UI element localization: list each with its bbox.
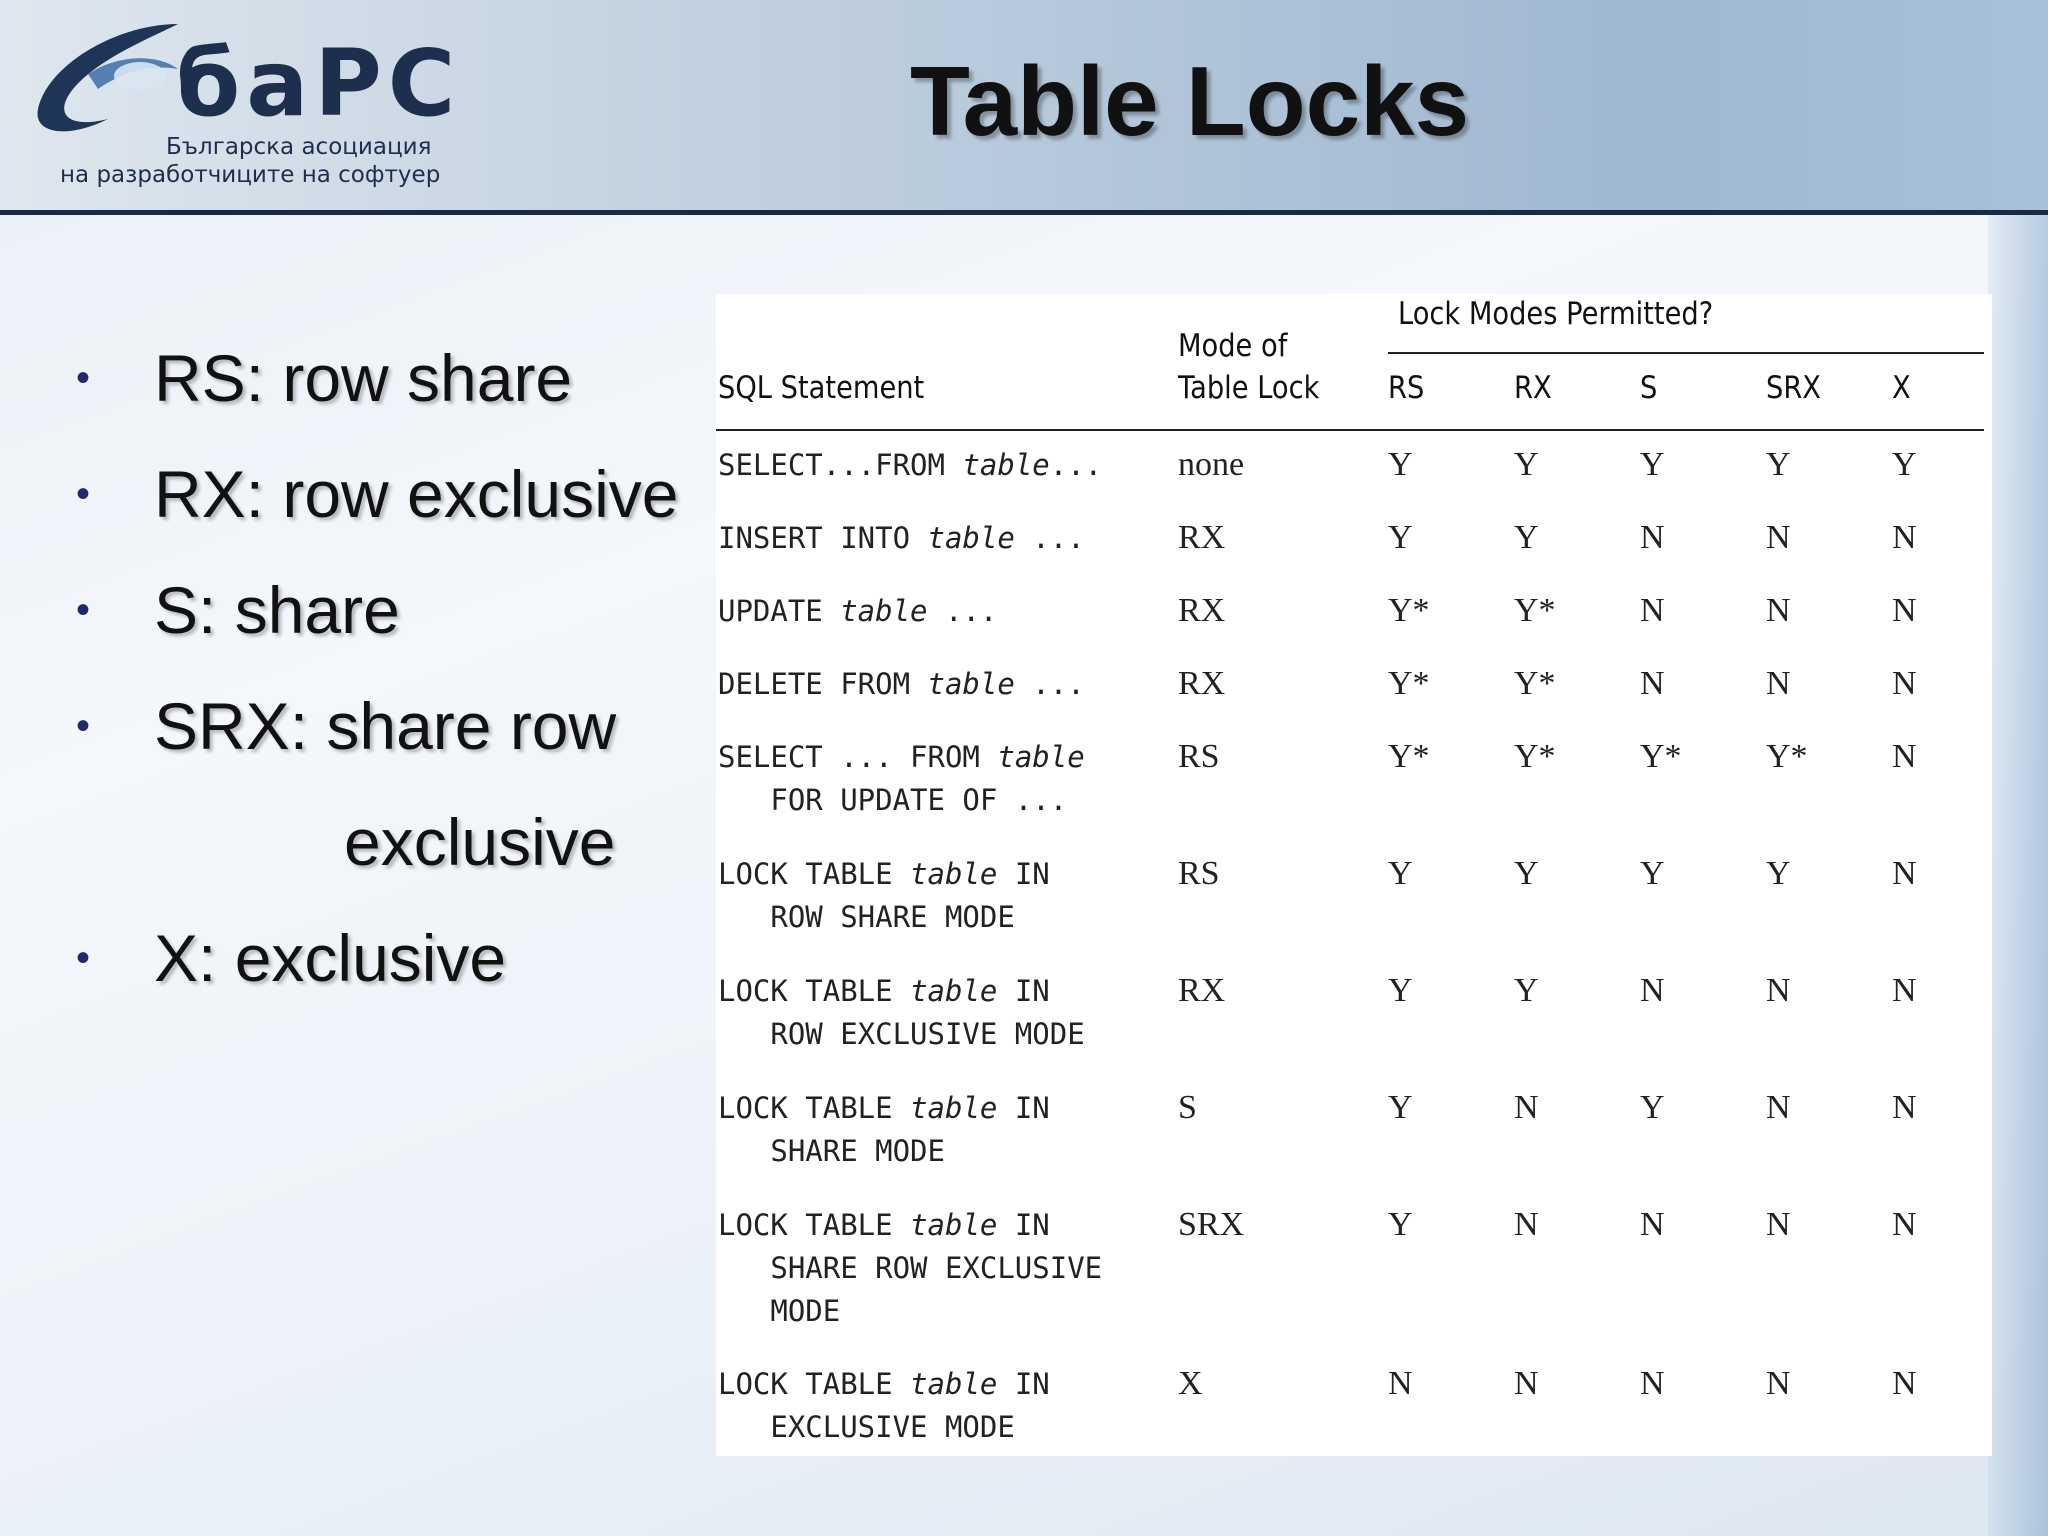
sql-statement-cell [718, 970, 1085, 1056]
table-lock-mode-cell: RX [1178, 592, 1226, 629]
sql-text: FOR UPDATE OF ... [718, 783, 1068, 817]
permitted-cell-x: N [1892, 592, 1917, 629]
permitted-cell-rs: Y [1388, 1206, 1413, 1243]
mode-header-line2: Table Lock [1178, 370, 1320, 406]
sql-text: DELETE FROM [718, 667, 928, 701]
bullet-item [70, 320, 710, 436]
permitted-cell-x: N [1892, 738, 1917, 775]
background-right-strip [1988, 0, 2048, 1536]
permitted-cell-rx: N [1514, 1365, 1539, 1402]
sql-statement-cell [718, 736, 1085, 822]
bullet-text: S: share [154, 573, 400, 647]
permitted-cell-rx: Y [1514, 446, 1539, 483]
sql-statement-cell [718, 517, 1085, 560]
permitted-cell-s: N [1640, 519, 1665, 556]
sql-line [718, 896, 1050, 939]
slide-header [0, 0, 2048, 215]
permitted-cell-s: N [1640, 1206, 1665, 1243]
sql-text: INSERT INTO [718, 521, 928, 555]
table-lock-mode-cell: SRX [1178, 1206, 1245, 1243]
bullet-dot-icon: • [76, 936, 91, 980]
permitted-cell-rx: Y* [1514, 738, 1556, 775]
sql-line [718, 1204, 1102, 1247]
sql-line [718, 1247, 1102, 1290]
bullet-text: SRX: share row [154, 689, 617, 763]
sql-table-placeholder: table [910, 1091, 998, 1125]
sql-statement-cell [718, 853, 1050, 939]
group-header-rule [1388, 352, 1984, 354]
permitted-cell-srx: N [1766, 1089, 1791, 1126]
sql-text: IN [997, 974, 1050, 1008]
bullet-text-continuation: exclusive [344, 805, 616, 879]
perm-header-srx: SRX [1766, 370, 1821, 406]
sql-text: IN [997, 1367, 1050, 1401]
sql-text: ... [927, 594, 998, 628]
sql-statement-cell [718, 1363, 1050, 1449]
permitted-cell-x: Y [1892, 446, 1917, 483]
logo-tagline-1: Българска асоциация [166, 134, 432, 160]
permitted-cell-rx: Y* [1514, 592, 1556, 629]
permitted-cell-srx: Y [1766, 446, 1791, 483]
sql-text: ROW EXCLUSIVE MODE [718, 1017, 1085, 1051]
sql-table-placeholder: table [910, 974, 998, 1008]
bullet-text: RX: row exclusive [154, 457, 679, 531]
sql-text: LOCK TABLE [718, 1091, 911, 1125]
sql-statement-cell [718, 1087, 1050, 1173]
permitted-cell-rs: Y [1388, 972, 1413, 1009]
sql-text: ROW SHARE MODE [718, 900, 1015, 934]
sql-text: SHARE ROW EXCLUSIVE [718, 1251, 1103, 1285]
permitted-cell-srx: Y [1766, 855, 1791, 892]
sql-text: ... [1014, 521, 1085, 555]
sql-line [718, 444, 1102, 487]
sql-statement-header: SQL Statement [718, 370, 925, 406]
group-header: Lock Modes Permitted? [1398, 296, 1714, 332]
sql-text: SELECT ... FROM [718, 740, 998, 774]
sql-table-placeholder: table [927, 667, 1015, 701]
bullet-list [70, 320, 710, 1016]
logo-tagline-2: на разработчиците на софтуер [60, 162, 441, 188]
sql-line [718, 1290, 1102, 1333]
sql-text: LOCK TABLE [718, 1208, 911, 1242]
perm-header-rx: RX [1514, 370, 1552, 406]
sql-line [718, 1406, 1050, 1449]
sql-text: LOCK TABLE [718, 974, 911, 1008]
permitted-cell-s: N [1640, 592, 1665, 629]
bullet-item [70, 668, 710, 900]
permitted-cell-s: N [1640, 665, 1665, 702]
permitted-cell-x: N [1892, 855, 1917, 892]
permitted-cell-rs: Y [1388, 855, 1413, 892]
permitted-cell-x: N [1892, 1206, 1917, 1243]
table-lock-mode-cell: RX [1178, 519, 1226, 556]
sql-line [718, 853, 1050, 896]
perm-header-x: X [1892, 370, 1911, 406]
sql-line [718, 970, 1085, 1013]
permitted-cell-rx: Y [1514, 519, 1539, 556]
sql-table-placeholder: table [962, 448, 1050, 482]
sql-text: MODE [718, 1294, 841, 1328]
permitted-cell-rx: N [1514, 1089, 1539, 1126]
sql-text: SELECT...FROM [718, 448, 963, 482]
sql-table-placeholder: table [910, 1367, 998, 1401]
sql-text: LOCK TABLE [718, 857, 911, 891]
permitted-cell-rx: Y [1514, 855, 1539, 892]
mode-header-line1: Mode of [1178, 328, 1288, 364]
permitted-cell-srx: N [1766, 519, 1791, 556]
permitted-cell-rx: N [1514, 1206, 1539, 1243]
bullet-item [70, 900, 710, 1016]
sql-line [718, 779, 1085, 822]
permitted-cell-srx: N [1766, 1206, 1791, 1243]
sql-table-placeholder: table [910, 1208, 998, 1242]
permitted-cell-s: N [1640, 1365, 1665, 1402]
sql-line [718, 1130, 1050, 1173]
permitted-cell-rs: Y* [1388, 665, 1430, 702]
table-lock-mode-cell: RX [1178, 972, 1226, 1009]
bullet-text: X: exclusive [154, 921, 507, 995]
bullet-item [70, 552, 710, 668]
bullet-dot-icon: • [76, 356, 91, 400]
sql-line [718, 1013, 1085, 1056]
permitted-cell-srx: N [1766, 665, 1791, 702]
lock-modes-table [716, 294, 1992, 1456]
sql-statement-cell [718, 1204, 1102, 1333]
permitted-cell-srx: N [1766, 972, 1791, 1009]
sql-line [718, 1087, 1050, 1130]
sql-statement-cell [718, 444, 1102, 487]
sql-text: EXCLUSIVE MODE [718, 1410, 1015, 1444]
permitted-cell-srx: N [1766, 592, 1791, 629]
sql-text: ... [1014, 667, 1085, 701]
sql-line [718, 590, 997, 633]
bullet-dot-icon: • [76, 472, 91, 516]
perm-header-rs: RS [1388, 370, 1425, 406]
sql-line [718, 663, 1085, 706]
sql-text: UPDATE [718, 594, 841, 628]
sql-text: IN [997, 857, 1050, 891]
table-lock-mode-cell: none [1178, 446, 1245, 483]
table-lock-mode-cell: RS [1178, 738, 1220, 775]
permitted-cell-srx: N [1766, 1365, 1791, 1402]
permitted-cell-s: Y* [1640, 738, 1682, 775]
permitted-cell-rs: Y [1388, 519, 1413, 556]
bullet-text: RS: row share [154, 341, 573, 415]
table-lock-mode-cell: S [1178, 1089, 1197, 1126]
sql-table-placeholder: table [927, 521, 1015, 555]
sql-statement-cell [718, 590, 997, 633]
bullet-dot-icon: • [76, 588, 91, 632]
permitted-cell-rx: Y* [1514, 665, 1556, 702]
bullet-dot-icon: • [76, 704, 91, 748]
permitted-cell-rx: Y [1514, 972, 1539, 1009]
slide-title: Table Locks [910, 46, 1470, 156]
permitted-cell-x: N [1892, 1365, 1917, 1402]
sql-text: ... [1049, 448, 1103, 482]
table-lock-mode-cell: RS [1178, 855, 1220, 892]
permitted-cell-rs: N [1388, 1365, 1413, 1402]
sql-line [718, 1363, 1050, 1406]
table-lock-mode-cell: X [1178, 1365, 1203, 1402]
permitted-cell-s: N [1640, 972, 1665, 1009]
permitted-cell-s: Y [1640, 1089, 1665, 1126]
permitted-cell-x: N [1892, 665, 1917, 702]
sql-table-placeholder: table [840, 594, 928, 628]
sql-text: LOCK TABLE [718, 1367, 911, 1401]
permitted-cell-srx: Y* [1766, 738, 1808, 775]
permitted-cell-x: N [1892, 972, 1917, 1009]
permitted-cell-rs: Y [1388, 1089, 1413, 1126]
permitted-cell-x: N [1892, 519, 1917, 556]
sql-text: SHARE MODE [718, 1134, 945, 1168]
sql-statement-cell [718, 663, 1085, 706]
permitted-cell-rs: Y [1388, 446, 1413, 483]
permitted-cell-rs: Y* [1388, 738, 1430, 775]
permitted-cell-x: N [1892, 1089, 1917, 1126]
perm-header-s: S [1640, 370, 1658, 406]
sql-text: IN [997, 1091, 1050, 1125]
sql-text: IN [997, 1208, 1050, 1242]
permitted-cell-rs: Y* [1388, 592, 1430, 629]
sql-table-placeholder: table [997, 740, 1085, 774]
bapc-logo [28, 14, 462, 194]
sql-line [718, 517, 1085, 560]
logo-wordmark: бaPC [176, 30, 462, 137]
header-rule [716, 429, 1984, 431]
permitted-cell-s: Y [1640, 446, 1665, 483]
table-lock-mode-cell: RX [1178, 665, 1226, 702]
permitted-cell-s: Y [1640, 855, 1665, 892]
bullet-item [70, 436, 710, 552]
sql-line [718, 736, 1085, 779]
sql-table-placeholder: table [910, 857, 998, 891]
